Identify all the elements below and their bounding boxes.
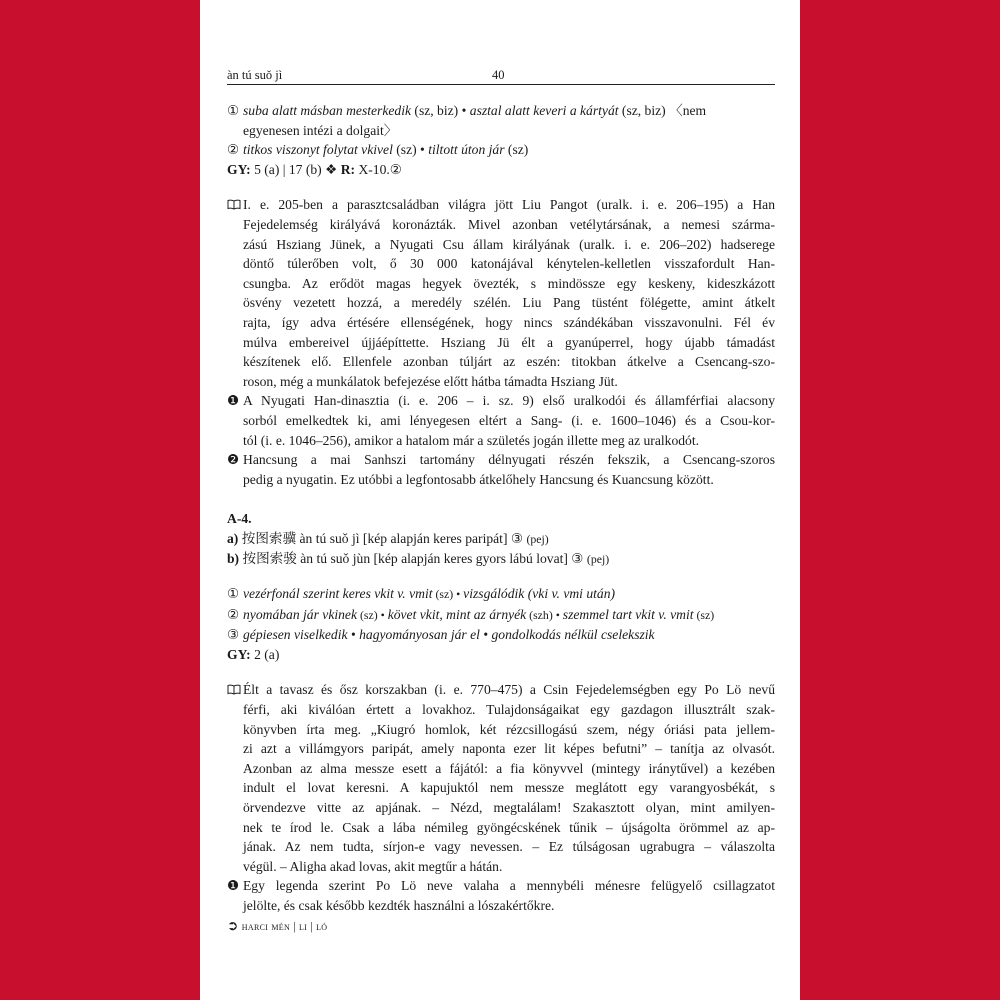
- story-text: Azonban az alma messze esett a fájától: a fia könyvvel (mintegy iránytűvel) a kezében: [243, 760, 775, 776]
- text-run: hagyományosan jár el: [359, 627, 480, 643]
- meaning-line: [227, 140, 775, 160]
- book-icon: [227, 680, 243, 701]
- r-text: X-10.②: [355, 161, 402, 177]
- running-header: [227, 64, 775, 85]
- header-title: àn tú suǒ jì: [227, 68, 283, 82]
- note-line: [227, 450, 775, 470]
- text-run: •: [347, 627, 360, 643]
- meaning-line: [227, 605, 775, 626]
- text-run: követ vkit, mint az árnyék: [387, 606, 527, 622]
- meaning-marker: ①: [227, 103, 240, 118]
- story-line: [227, 700, 775, 720]
- story-line: [227, 720, 775, 740]
- text-run: szemmel tart vkit v. vmit: [562, 606, 694, 622]
- text-run: vizsgálódik (vki v. vmi után): [463, 586, 616, 602]
- story-text: múlva embereivel újjáépíttette. Hsziang Jü élt a gyanúperrel, hogy újabb támadást: [243, 334, 775, 350]
- story-line: [227, 215, 775, 235]
- story-text: indult el lovat keresni. A kapujuktól nem messze meglátott egy varangyosbékát, s: [243, 780, 775, 796]
- text-run: •: [479, 627, 492, 643]
- meaning-marker: ①: [227, 586, 240, 602]
- text-run: (sz, biz) •: [411, 103, 470, 118]
- variant-text: 按图索骏 àn tú suǒ jùn [kép alapján keres gyors lábú lovat] ③: [239, 551, 587, 567]
- note-text: tól (i. e. 1046–256), amikor a hatalom már a születés jogán illette meg az uralkodót.: [243, 432, 700, 448]
- variant-line: [227, 549, 775, 570]
- variant-label: a): [227, 530, 239, 546]
- story-text: ösvény vezetett hozzá, a meredély szélén. Liu Pang tüstént fölégette, amint átkelt: [243, 295, 775, 311]
- story-line: [227, 778, 775, 798]
- text-run: (sz): [504, 142, 529, 158]
- text-run: titkos viszonyt folytat vkivel: [243, 142, 393, 158]
- variant-line: [227, 529, 775, 550]
- story-text: zású Hsziang Jünek, a Nyugati Csu állam királyának (uralk. i. e. 206–202) hadserege: [243, 236, 775, 252]
- book-page: [200, 0, 800, 1000]
- meaning-line: [227, 625, 775, 645]
- story-line: [227, 352, 775, 372]
- meaning-line: [227, 584, 775, 605]
- text-run: tiltott úton jár: [428, 142, 505, 158]
- meaning-marker: ②: [227, 142, 240, 158]
- arrow-icon: ➲: [227, 917, 239, 933]
- story-text: nek te írod le. Csak a lába némileg gyöngécskének tűnik – újságolta örömmel az ap-: [243, 819, 775, 835]
- story-text: csungba. Az erődöt magas hegyek övezték, s mindössze egy keskeny, kideszkázott: [243, 275, 775, 291]
- story-line: [227, 837, 775, 857]
- note-text: pedig a nyugatin. Ez utóbbi a legfontosabb átkelőhely Hancsung és Kuancsung között.: [243, 471, 714, 487]
- text-run: gondolkodás nélkül cselekszik: [491, 627, 655, 643]
- text-run: asztal alatt keveri a kártyát: [469, 103, 619, 118]
- story-text: döntő túlerőben volt, ő 30 000 katonájával kénytelen-kelletlen visszafordult Han-: [243, 256, 775, 272]
- note-text: jelölte, és csak később kezdték használni a lószakértőkre.: [243, 897, 555, 913]
- text-run: (sz) •: [357, 607, 388, 622]
- story-text: könyvben írta meg. „Kiugró homlok, két rézcsillogású szem, négy óriási pata jellem-: [243, 721, 775, 737]
- meaning-line: [227, 121, 775, 141]
- note-line: [227, 470, 775, 490]
- notes-section-2: [227, 876, 775, 915]
- story-line: [227, 680, 775, 700]
- story-text: roson, még a munkálatok befejezése előtt hátba támadta Hsziang Jüt.: [243, 373, 618, 389]
- page-content: [227, 64, 775, 937]
- variant-label: b): [227, 551, 240, 567]
- text-run: (sz, biz) 〈nem: [618, 103, 707, 118]
- meaning-marker: ③: [227, 627, 240, 643]
- story-text: végül. – Aligha akad lovas, akit megtűr a hátán.: [243, 858, 503, 874]
- see-also-text: harci mén | li | ló: [241, 920, 328, 933]
- note-marker: ❶: [227, 393, 240, 409]
- book-icon: [227, 195, 243, 216]
- see-also-line: [227, 916, 775, 938]
- text-run: (szh) •: [526, 607, 563, 622]
- gy-line-1: [227, 160, 775, 180]
- note-line: [227, 431, 775, 451]
- story-text: I. e. 205-ben a parasztcsaládban világra jött Liu Pangot (uralk. i. e. 206–195) a Han: [243, 197, 775, 213]
- meanings-section-1: [227, 101, 775, 160]
- story-text: zi azt a villámgyors paripát, amely naponta ezer lit képes befutni” – tanítja az olvasót.: [243, 741, 775, 757]
- story-section-1: [227, 195, 775, 391]
- note-line: [227, 876, 775, 896]
- text-run: (sz): [693, 607, 715, 622]
- story-text: jának. Az nem tudta, sírjon-e vagy nevessen. – Ez túlságosan ugrabugra – válaszolta: [243, 839, 775, 855]
- note-line: [227, 391, 775, 411]
- story-line: [227, 274, 775, 294]
- story-text: Élt a tavasz és ősz korszakban (i. e. 770–475) a Csin Fejedelemségben egy Po Lö nevű: [243, 682, 775, 698]
- gy-line-2: [227, 645, 775, 665]
- story-line: [227, 739, 775, 759]
- note-text: sorból emelkedtek ki, ami lényegesen eltért a Sang- (i. e. 1600–1046) és a Csou-kor-: [243, 412, 775, 428]
- text-run: vezérfonál szerint keres vkit v. vmit: [243, 586, 433, 602]
- page-number: 40: [492, 68, 505, 82]
- r-label: R:: [337, 161, 356, 177]
- text-run: suba alatt másban mesterkedik: [243, 103, 412, 118]
- story-text: készítenek elő. Ellenfele azonban túljárt az eszén: titokban átkelve a Csencang-szo-: [243, 354, 775, 370]
- note-text: Egy legenda szerint Po Lö neve valaha a mennybéli ménesre felügyelő csillagzatot: [243, 878, 775, 894]
- text-run: egyenesen intézi a dolgait〉: [243, 122, 398, 138]
- note-text: A Nyugati Han-dinasztia (i. e. 206 – i. sz. 9) első uralkodói és államférfiai alacsony: [243, 393, 775, 409]
- notes-section-1: [227, 391, 775, 489]
- text-run: nyomában jár vkinek: [243, 606, 358, 622]
- story-line: [227, 333, 775, 353]
- entry-title: A-4.: [227, 511, 252, 527]
- variant-tag: (pej): [586, 552, 610, 567]
- story-line: [227, 235, 775, 255]
- note-marker: ❶: [227, 878, 240, 894]
- story-text: rajta, így adva értésére ellenségének, hogy nincs szándékában visszavonulni. Fél év: [243, 314, 775, 330]
- note-text: Hancsung a mai Sanhszi tartomány délnyugati részén fekszik, a Csencang-szoros: [243, 452, 775, 468]
- story-line: [227, 293, 775, 313]
- note-line: [227, 411, 775, 431]
- story-line: [227, 857, 775, 877]
- story-text: férfi, aki kiválóan értett a lovakhoz. Tulajdonságaikat egy gazdagon illusztrált szak-: [243, 702, 775, 718]
- story-line: [227, 254, 775, 274]
- story-line: [227, 195, 775, 215]
- meaning-marker: ②: [227, 606, 240, 622]
- text-run: gépiesen viselkedik: [243, 627, 348, 643]
- variant-text: 按图索骥 àn tú suǒ jì [kép alapján keres paripát] ③: [238, 530, 527, 546]
- text-run: (sz) •: [392, 142, 429, 158]
- story-line: [227, 759, 775, 779]
- story-section-2: [227, 680, 775, 876]
- note-marker: ❷: [227, 452, 240, 468]
- meaning-line: [227, 101, 775, 121]
- meanings-section-2: [227, 584, 775, 645]
- gy-label: GY:: [227, 161, 251, 177]
- gy-text: 5 (a) | 17 (b): [250, 161, 326, 177]
- gy-label: GY:: [227, 646, 251, 662]
- story-line: [227, 798, 775, 818]
- variant-tag: (pej): [526, 531, 549, 546]
- story-line: [227, 818, 775, 838]
- note-line: [227, 896, 775, 916]
- entry-variants: [227, 529, 775, 570]
- text-run: (sz) •: [432, 587, 464, 602]
- story-text: örvendezve vitte az apjának. – Nézd, megtalálam! Szakasztott olyan, mint amilyen-: [243, 800, 775, 815]
- story-text: Fejedelemség királyává koronázták. Mivel azonban vetélytársának, a nemesi szárma-: [243, 216, 775, 232]
- diamond-icon: ❖: [325, 161, 338, 177]
- story-line: [227, 313, 775, 333]
- story-line: [227, 372, 775, 392]
- gy-text: 2 (a): [250, 646, 280, 662]
